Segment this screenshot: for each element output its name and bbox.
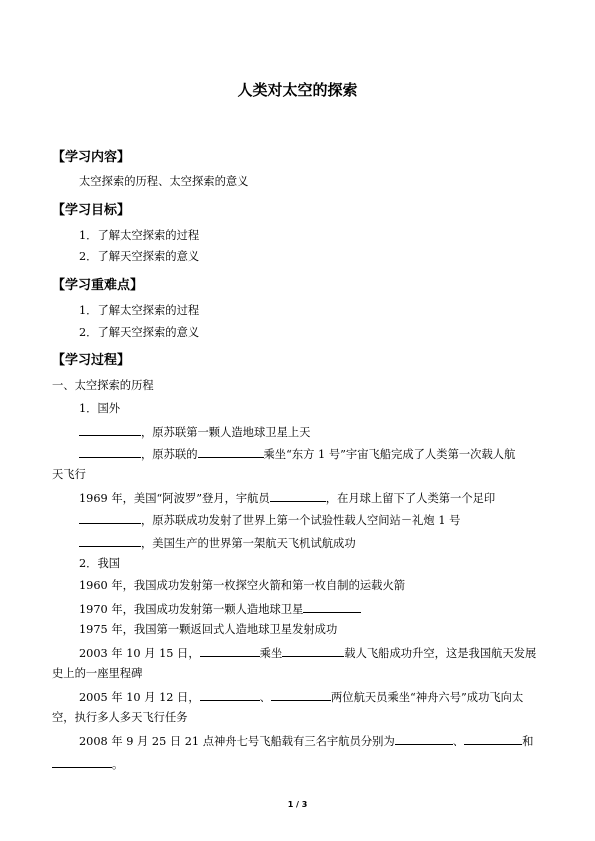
foreign-line-4: ，原苏联成功发射了世界上第一个试验性载人空间站－礼炮 1 号 xyxy=(79,512,460,528)
answer-blank[interactable] xyxy=(200,645,260,657)
answer-blank[interactable] xyxy=(52,756,112,768)
foreign-line-5: ，美国生产的世界第一架航天飞机试航成功 xyxy=(79,535,356,551)
foreign-line-3: 1969 年，美国“阿波罗”登月，宇航员 ，在月球上留下了人类第一个足印 xyxy=(79,492,496,505)
content-text: 太空探索的历程、太空探索的意义 xyxy=(79,175,249,188)
foreign-line-2-cont: 天飞行 xyxy=(52,468,86,481)
answer-blank[interactable] xyxy=(79,424,141,436)
heading-process: 【学习过程】 xyxy=(52,353,131,368)
answer-blank[interactable] xyxy=(79,535,141,547)
answer-blank[interactable] xyxy=(270,490,326,502)
china-line-5: 2005 年 10 月 12 日， 、 两位航天员乘坐“神舟六号”成功飞向太 xyxy=(79,691,524,704)
china-line-2: 1970 年，我国成功发射第一颗人造地球卫星 xyxy=(79,601,361,617)
china-line-5-cont: 空，执行多人多天飞行任务 xyxy=(52,711,188,724)
page-number: 1 / 3 xyxy=(287,800,308,809)
part-one-title: 一、太空探索的历程 xyxy=(52,379,154,392)
answer-blank[interactable] xyxy=(198,446,264,458)
goal-item: 1．了解太空探索的过程 xyxy=(79,229,200,242)
foreign-line-1: ，原苏联第一颗人造地球卫星上天 xyxy=(79,424,310,440)
answer-blank[interactable] xyxy=(79,446,141,458)
china-line-6: 2008 年 9 月 25 日 21 点神舟七号飞船载有三名宇航员分别为 、 和 xyxy=(79,735,534,748)
answer-blank[interactable] xyxy=(464,733,522,745)
answer-blank[interactable] xyxy=(200,689,260,701)
keypoint-item: 1．了解太空探索的过程 xyxy=(79,304,200,317)
china-line-3: 1975 年，我国第一颗返回式人造地球卫星发射成功 xyxy=(79,623,338,636)
answer-blank[interactable] xyxy=(271,689,331,701)
china-line-6-cont: 。 xyxy=(52,756,123,772)
heading-keypoints: 【学习重难点】 xyxy=(52,278,144,293)
answer-blank[interactable] xyxy=(79,512,141,524)
foreign-label: 1．国外 xyxy=(79,402,121,415)
answer-blank[interactable] xyxy=(282,645,344,657)
answer-blank[interactable] xyxy=(395,733,453,745)
china-line-4-cont: 史上的一座里程碑 xyxy=(52,667,143,680)
china-line-4: 2003 年 10 月 15 日， 乘坐 载人飞船成功升空，这是我国航天发展 xyxy=(79,647,537,660)
heading-content: 【学习内容】 xyxy=(52,150,131,165)
keypoint-item: 2．了解天空探索的意义 xyxy=(79,326,200,339)
foreign-line-2: ，原苏联的 乘坐“东方 1 号”宇宙飞船完成了人类第一次载人航 xyxy=(79,446,515,462)
china-line-1: 1960 年，我国成功发射第一枚探空火箭和第一枚自制的运载火箭 xyxy=(79,579,406,592)
china-label: 2．我国 xyxy=(79,557,121,570)
goal-item: 2．了解天空探索的意义 xyxy=(79,250,200,263)
answer-blank[interactable] xyxy=(303,601,361,613)
heading-goals: 【学习目标】 xyxy=(52,203,131,218)
page-title: 人类对太空的探索 xyxy=(237,81,358,99)
